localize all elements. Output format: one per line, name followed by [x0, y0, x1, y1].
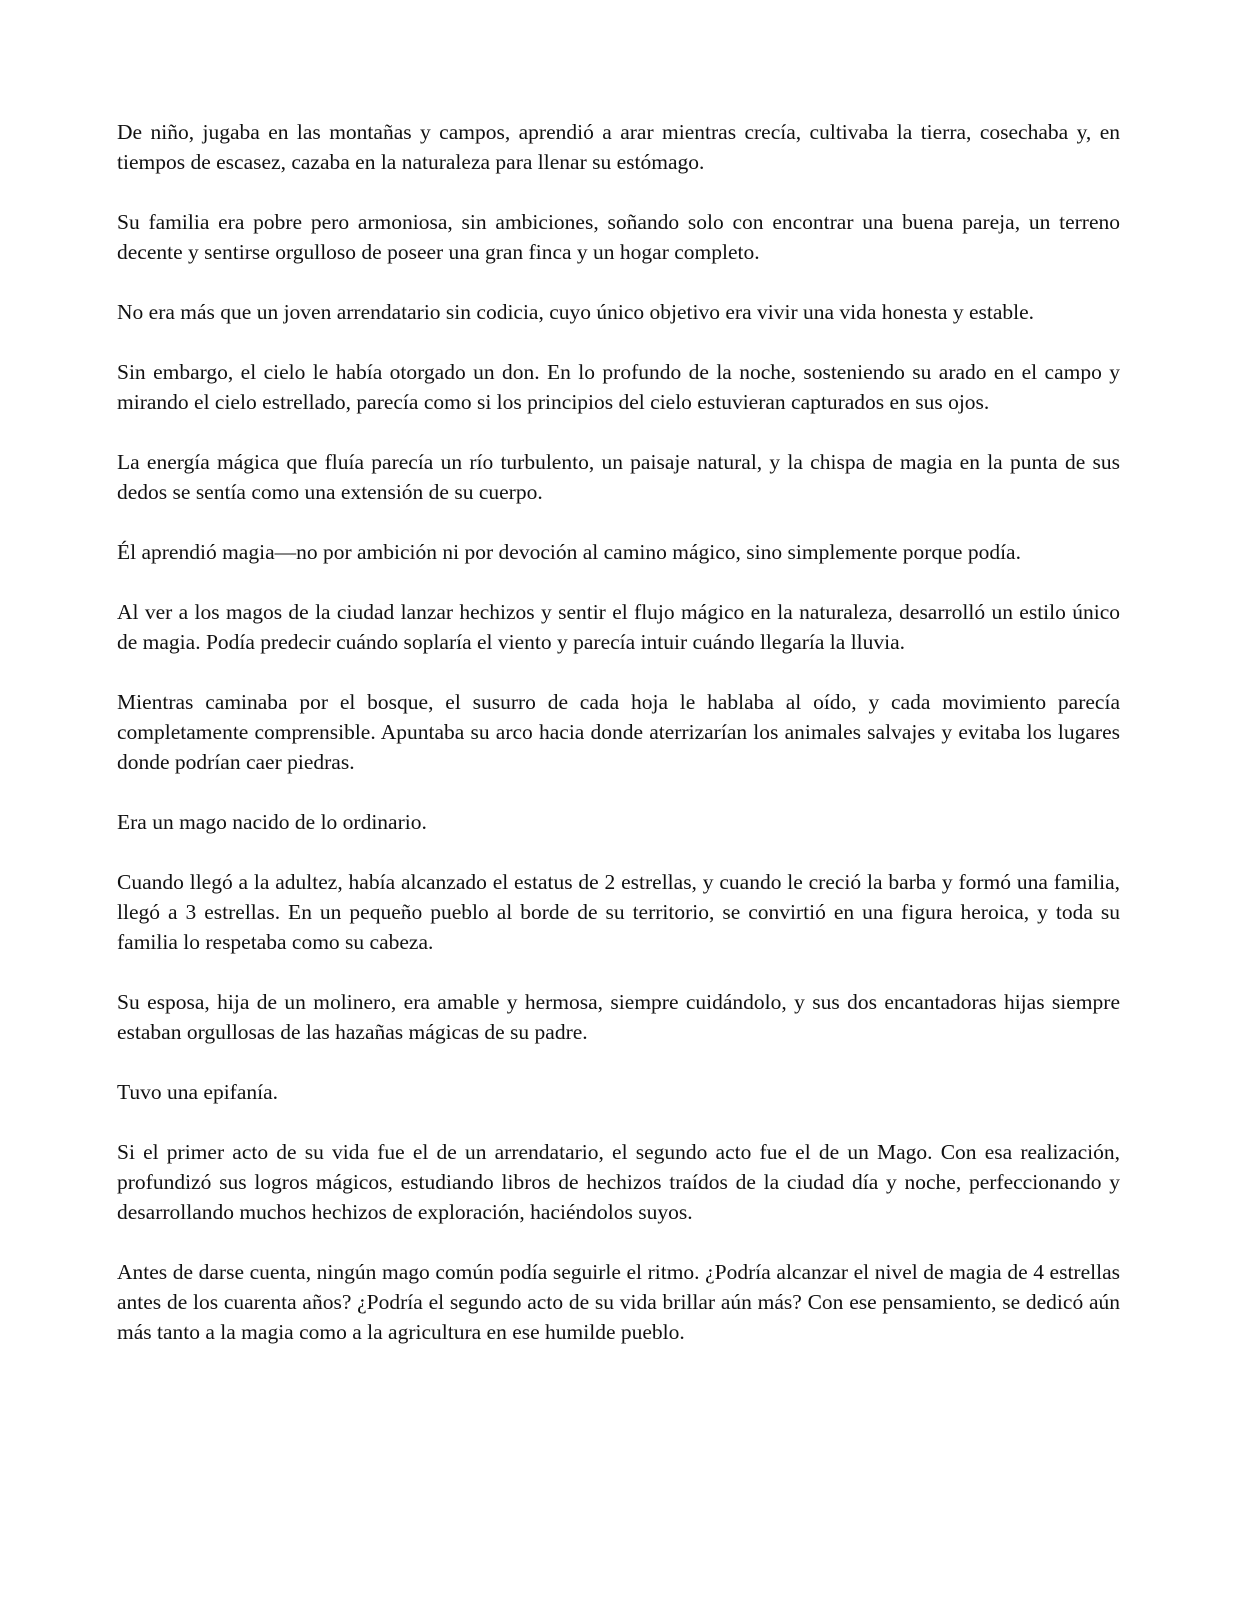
- paragraph: No era más que un joven arrendatario sin codicia, cuyo único objetivo era vivir una vida honesta y estable.: [117, 300, 1035, 324]
- paragraph: Al ver a los magos de la ciudad lanzar hechizos y sentir el flujo mágico en la naturaleza, desarrolló un estilo único de magia. Podía predecir cuándo soplaría el viento y parecía intuir cuándo llegaría la lluvia.: [117, 600, 1120, 654]
- paragraph: Sin embargo, el cielo le había otorgado un don. En lo profundo de la noche, sosteniendo su arado en el campo y mirando el cielo estrellado, parecía como si los principios del cielo estuvieran capturados en sus ojos.: [117, 360, 1120, 414]
- paragraph: Si el primer acto de su vida fue el de un arrendatario, el segundo acto fue el de un Mago. Con esa realización, profundizó sus logros mágicos, estudiando libros de hechizos traídos de la ciudad día y noche, perfeccionando y desarrollando muchos hechizos de exploración, haciéndolos suyos.: [117, 1140, 1120, 1224]
- paragraph: Antes de darse cuenta, ningún mago común podía seguirle el ritmo. ¿Podría alcanzar el nivel de magia de 4 estrellas antes de los cuarenta años? ¿Podría el segundo acto de su vida brillar aún más? Con ese pensamiento, se dedicó aún más tanto a la magia como a la agricultura en ese humilde pueblo.: [117, 1260, 1120, 1344]
- paragraph: Él aprendió magia—no por ambición ni por devoción al camino mágico, sino simplemente porque podía.: [117, 540, 1021, 564]
- paragraph: Su familia era pobre pero armoniosa, sin ambiciones, soñando solo con encontrar una buena pareja, un terreno decente y sentirse orgulloso de poseer una gran finca y un hogar completo.: [117, 210, 1120, 264]
- paragraph: Su esposa, hija de un molinero, era amable y hermosa, siempre cuidándolo, y sus dos encantadoras hijas siempre estaban orgullosas de las hazañas mágicas de su padre.: [117, 990, 1120, 1044]
- document-page: [117, 117, 1120, 1347]
- paragraph: Mientras caminaba por el bosque, el susurro de cada hoja le hablaba al oído, y cada movimiento parecía completamente comprensible. Apuntaba su arco hacia donde aterrizarían los animales salvajes y evitaba los lugares donde podrían caer piedras.: [117, 690, 1120, 774]
- paragraph: La energía mágica que fluía parecía un río turbulento, un paisaje natural, y la chispa de magia en la punta de sus dedos se sentía como una extensión de su cuerpo.: [117, 450, 1120, 504]
- paragraph: Cuando llegó a la adultez, había alcanzado el estatus de 2 estrellas, y cuando le creció la barba y formó una familia, llegó a 3 estrellas. En un pequeño pueblo al borde de su territorio, se convirtió en una figura heroica, y toda su familia lo respetaba como su cabeza.: [117, 870, 1120, 954]
- paragraph: Era un mago nacido de lo ordinario.: [117, 810, 427, 834]
- paragraph: Tuvo una epifanía.: [117, 1080, 279, 1104]
- paragraph: De niño, jugaba en las montañas y campos, aprendió a arar mientras crecía, cultivaba la tierra, cosechaba y, en tiempos de escasez, cazaba en la naturaleza para llenar su estómago.: [117, 120, 1120, 174]
